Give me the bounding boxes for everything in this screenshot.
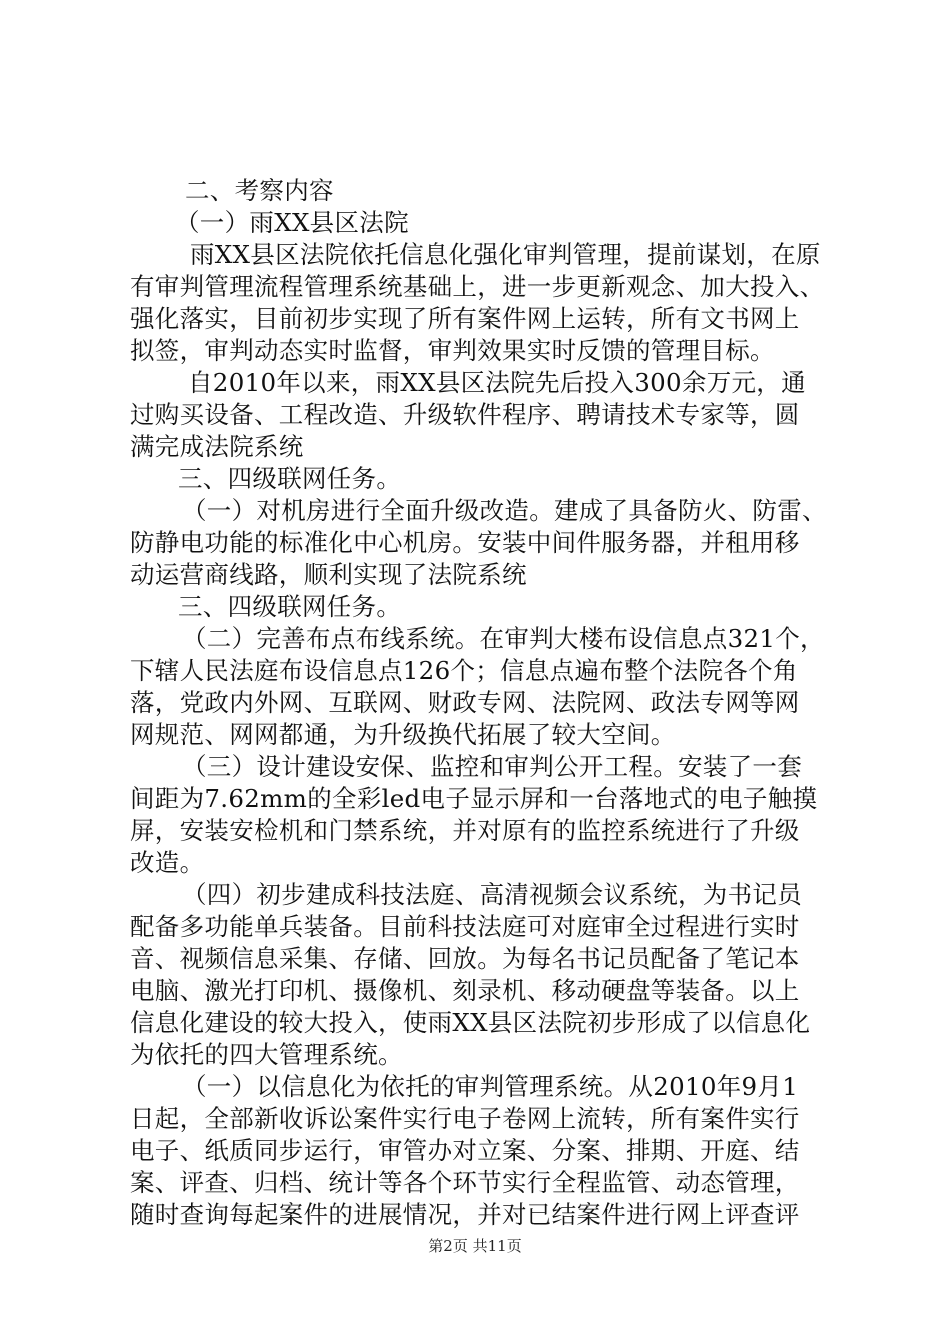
paragraph-line: （三）设计建设安保、监控和审判公开工程。安装了一套	[182, 752, 802, 781]
paragraph-line: 拟签，审判动态实时监督，审判效果实时反馈的管理目标。	[130, 336, 775, 365]
paragraph-line: 网规范、网网都通，为升级换代拓展了较大空间。	[130, 720, 676, 749]
paragraph-line: 动运营商线路，顺利实现了法院系统	[130, 560, 527, 589]
paragraph-line: （四）初步建成科技法庭、高清视频会议系统，为书记员	[182, 880, 802, 909]
paragraph-line: 间距为7.62mm的全彩led电子显示屏和一台落地式的电子触摸	[130, 784, 818, 813]
subsection-heading: （一）雨XX县区法院	[175, 208, 409, 237]
paragraph-line: 满完成法院系统	[130, 432, 304, 461]
paragraph-line: （二）完善布点布线系统。在审判大楼布设信息点321个，	[182, 624, 825, 653]
paragraph-line: 自2010年以来，雨XX县区法院先后投入300余万元，通	[188, 368, 806, 397]
paragraph-line: 日起，全部新收诉讼案件实行电子卷网上流转，所有案件实行	[130, 1104, 800, 1133]
paragraph-line: 音、视频信息采集、存储、回放。为每名书记员配备了笔记本	[130, 944, 800, 973]
section-heading: 二、考察内容	[185, 176, 334, 205]
paragraph-line: 改造。	[130, 848, 205, 877]
paragraph-line: 过购买设备、工程改造、升级软件程序、聘请技术专家等，圆	[130, 400, 800, 429]
paragraph-line: 信息化建设的较大投入，使雨XX县区法院初步形成了以信息化	[130, 1008, 811, 1037]
paragraph-line: 配备多功能单兵装备。目前科技法庭可对庭审全过程进行实时	[130, 912, 800, 941]
paragraph-line: 三、四级联网任务。	[178, 592, 402, 621]
paragraph-line: 电子、纸质同步运行，审管办对立案、分案、排期、开庭、结	[130, 1136, 800, 1165]
paragraph-line: 屏，安装安检机和门禁系统，并对原有的监控系统进行了升级	[130, 816, 800, 845]
paragraph-line: 有审判管理流程管理系统基础上，进一步更新观念、加大投入、	[130, 272, 825, 301]
paragraph-line: 雨XX县区法院依托信息化强化审判管理，提前谋划，在原	[190, 240, 821, 269]
paragraph-line: 落，党政内外网、互联网、财政专网、法院网、政法专网等网	[130, 688, 800, 717]
paragraph-line: 案、评查、归档、统计等各个环节实行全程监管、动态管理，	[130, 1168, 800, 1197]
paragraph-line: 防静电功能的标准化中心机房。安装中间件服务器，并租用移	[130, 528, 800, 557]
page-footer: 第2页 共11页	[428, 1237, 522, 1255]
paragraph-line: 强化落实，目前初步实现了所有案件网上运转，所有文书网上	[130, 304, 800, 333]
paragraph-line: （一）对机房进行全面升级改造。建成了具备防火、防雷、	[182, 496, 827, 525]
paragraph-line: 电脑、激光打印机、摄像机、刻录机、移动硬盘等装备。以上	[130, 976, 800, 1005]
paragraph-line: （一）以信息化为依托的审判管理系统。从2010年9月1	[182, 1072, 799, 1101]
paragraph-line: 为依托的四大管理系统。	[130, 1040, 403, 1069]
paragraph-line: 三、四级联网任务。	[178, 464, 402, 493]
paragraph-line: 下辖人民法庭布设信息点126个；信息点遍布整个法院各个角	[130, 656, 798, 685]
paragraph-line: 随时查询每起案件的进展情况，并对已结案件进行网上评查评	[130, 1200, 800, 1229]
